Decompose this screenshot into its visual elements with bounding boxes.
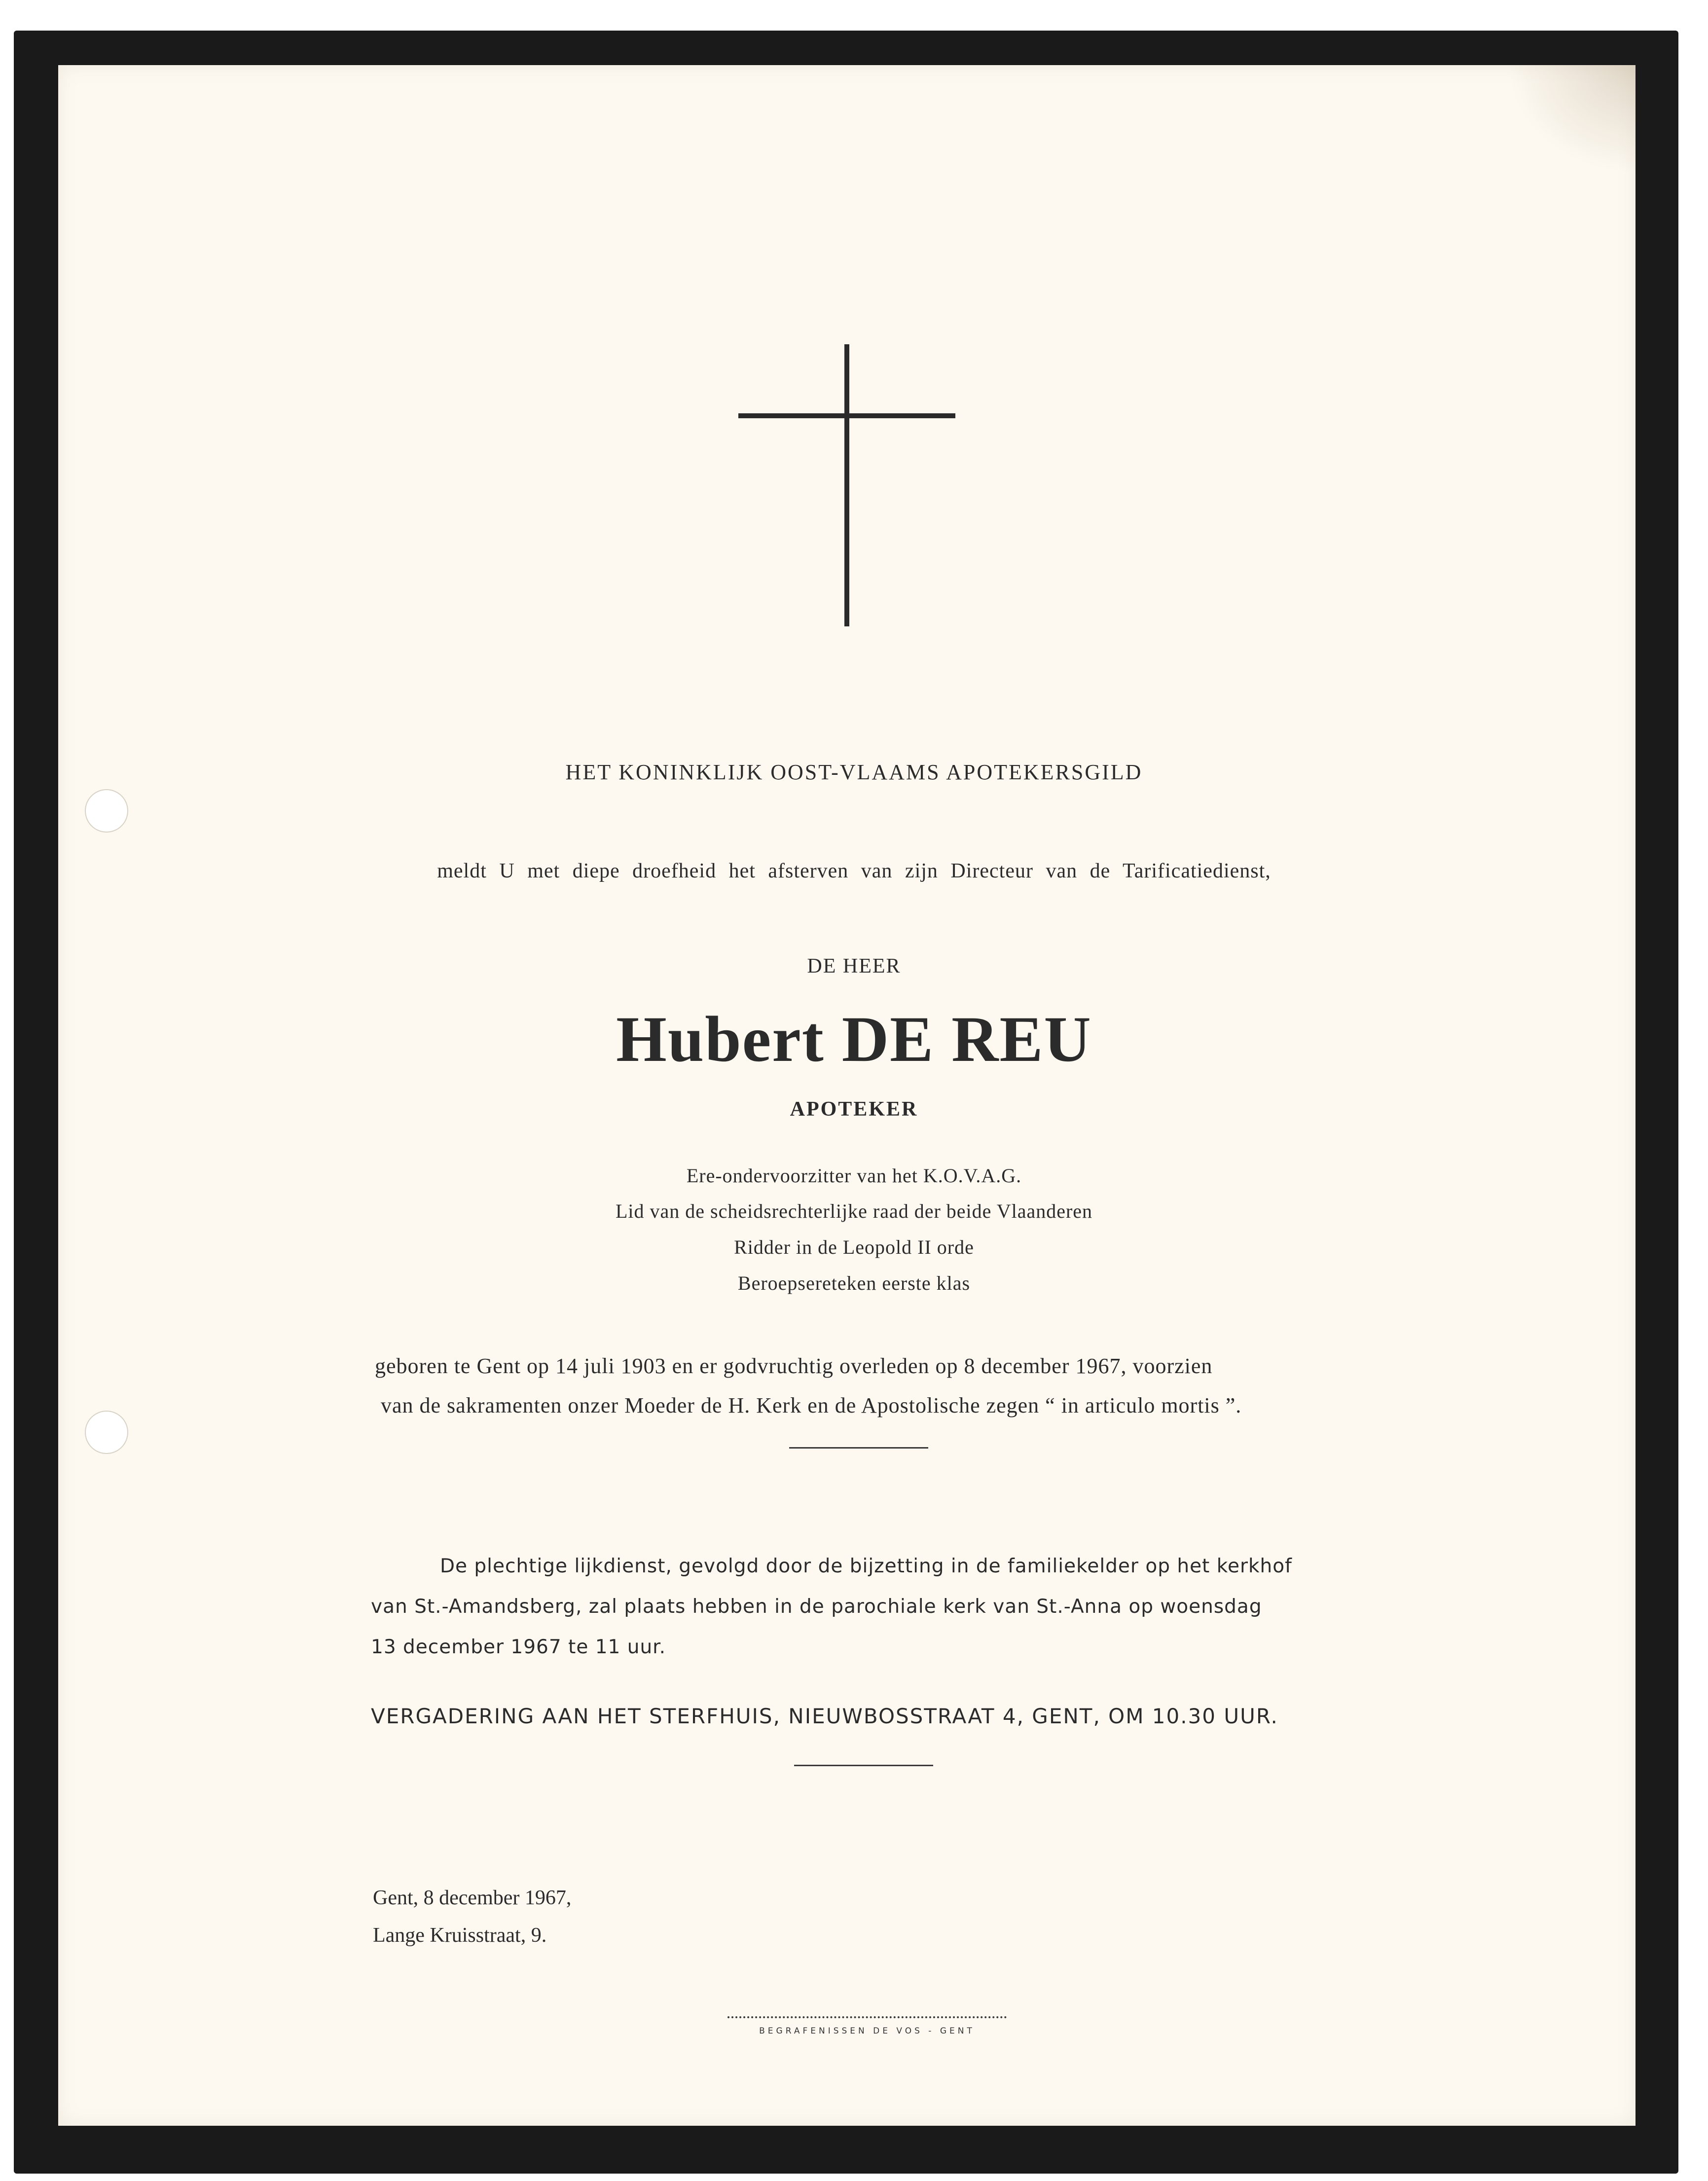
title-line: Beroepsereteken eerste klas xyxy=(737,1272,971,1294)
divider-rule xyxy=(789,1447,928,1449)
service-line: De plechtige lijkdienst, gevolgd door de bijzetting in de familiekelder op het kerkhof xyxy=(440,1555,1292,1577)
place-date-line: Gent, 8 december 1967, xyxy=(373,1887,572,1909)
title-line: Ridder in de Leopold II orde xyxy=(734,1236,974,1258)
title-line: Lid van de scheidsrechterlijke raad der beide Vlaanderen xyxy=(615,1200,1093,1222)
title-line: Ere-ondervoorzitter van het K.O.V.A.G. xyxy=(686,1164,1022,1187)
address-line: Lange Kruisstraat, 9. xyxy=(373,1924,547,1947)
birth-line: geboren te Gent op 14 juli 1903 en er godvruchtig overleden op 8 december 1967, voorzien xyxy=(375,1354,1213,1378)
funeral-service-paragraph xyxy=(371,1546,1292,1668)
printer-dotted-rule xyxy=(727,2016,1007,2018)
organization-heading: HET KONINKLIJK OOST-VLAAMS APOTEKERSGILD xyxy=(565,760,1143,784)
cross-horizontal-bar xyxy=(738,413,955,418)
divider-rule xyxy=(794,1765,933,1766)
birth-line: van de sakramenten onzer Moeder de H. Kerk en de Apostolische zegen “ in articulo mortis ”. xyxy=(381,1393,1242,1418)
birth-death-paragraph xyxy=(375,1346,1241,1425)
printer-credit: BEGRAFENISSEN DE VOS - GENT xyxy=(759,2026,975,2036)
honorific: DE HEER xyxy=(807,955,901,978)
cross-vertical-bar xyxy=(844,344,849,626)
deceased-name: Hubert DE REU xyxy=(616,1003,1092,1075)
announcement-intro: meldt U met diepe droefheid het afsterven van zijn Directeur van de Tarificatiedienst, xyxy=(437,860,1271,882)
profession: APOTEKER xyxy=(790,1098,918,1121)
punch-hole-bottom xyxy=(85,1411,128,1454)
meeting-notice: VERGADERING AAN HET STERFHUIS, NIEUWBOSSTRAAT 4, GENT, OM 10.30 UUR. xyxy=(371,1704,1278,1728)
punch-hole-top xyxy=(85,789,128,833)
service-line: 13 december 1967 te 11 uur. xyxy=(371,1636,666,1658)
place-and-date xyxy=(373,1879,571,1954)
service-line: van St.-Amandsberg, zal plaats hebben in de parochiale kerk van St.-Anna op woensdag xyxy=(371,1596,1262,1618)
